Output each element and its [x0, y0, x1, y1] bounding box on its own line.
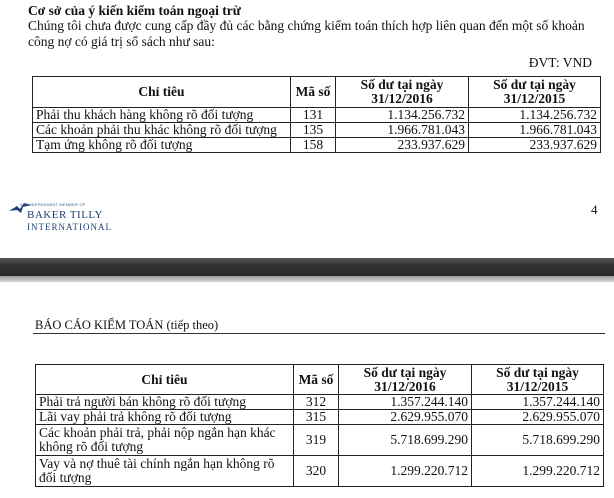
row-balance-2015: 2.629.955.070 [472, 410, 604, 425]
section-heading: Cơ sở của ý kiến kiểm toán ngoại trừ [28, 3, 241, 18]
logo-name: BAKER TILLY [27, 209, 103, 221]
row-code: 320 [294, 456, 339, 487]
row-balance-2016: 1.134.256.732 [336, 108, 469, 123]
row-balance-2016: 1.966.781.043 [336, 123, 469, 138]
header-balance-2015: Số dư tại ngày 31/12/2015 [469, 77, 601, 108]
header-balance-2016: Số dư tại ngày 31/12/2016 [339, 365, 472, 395]
header-code: Mã số [291, 77, 336, 108]
page-divider [0, 258, 614, 276]
header-balance-2015: Số dư tại ngày 31/12/2015 [472, 365, 604, 395]
header-indicator: Chỉ tiêu [36, 365, 294, 395]
row-balance-2016: 1.299.220.712 [339, 456, 472, 487]
row-balance-2015: 1.966.781.043 [469, 123, 601, 138]
row-code: 135 [291, 123, 336, 138]
payables-table [35, 364, 604, 487]
row-indicator: Vay và nợ thuê tài chính ngắn hạn không rõ đối tượng [36, 456, 294, 487]
row-code: 158 [291, 138, 336, 153]
row-balance-2015: 1.299.220.712 [472, 456, 604, 487]
receivables-table [32, 76, 601, 153]
row-balance-2016: 233.937.629 [336, 138, 469, 153]
page-number: 4 [591, 202, 598, 217]
table-row [36, 456, 604, 487]
title-rule [33, 333, 605, 334]
row-indicator: Tạm ứng không rõ đối tượng [33, 138, 291, 153]
row-balance-2015: 5.718.699.290 [472, 425, 604, 456]
header-code: Mã số [294, 365, 339, 395]
row-code: 319 [294, 425, 339, 456]
logo-sub: INTERNATIONAL [27, 222, 112, 232]
row-indicator: Lãi vay phải trả không rõ đối tượng [36, 410, 294, 425]
currency-unit: ĐVT: VND [528, 55, 592, 70]
row-indicator: Các khoản phải thu khác không rõ đối tượng [33, 123, 291, 138]
row-indicator: Phải trả người bán không rõ đối tượng [36, 395, 294, 410]
table-row [36, 395, 604, 410]
row-code: 312 [294, 395, 339, 410]
row-indicator: Phải thu khách hàng không rõ đối tượng [33, 108, 291, 123]
row-balance-2015: 233.937.629 [469, 138, 601, 153]
table-row [36, 410, 604, 425]
logo-tagline: AN INDEPENDENT MEMBER OF [20, 202, 86, 207]
row-balance-2015: 1.134.256.732 [469, 108, 601, 123]
intro-paragraph: Chúng tôi chưa được cung cấp đầy đủ các bằng chứng kiểm toán thích hợp liên quan đến một số khoản công nợ có giá trị sổ sách như sau: [28, 18, 585, 49]
row-code: 315 [294, 410, 339, 425]
row-balance-2016: 2.629.955.070 [339, 410, 472, 425]
header-indicator: Chỉ tiêu [33, 77, 291, 108]
report-title: BÁO CÁO KIỂM TOÁN (tiếp theo) [35, 318, 219, 332]
header-balance-2016: Số dư tại ngày 31/12/2016 [336, 77, 469, 108]
table-row [36, 425, 604, 456]
table-row [33, 138, 601, 153]
row-code: 131 [291, 108, 336, 123]
row-balance-2016: 1.357.244.140 [339, 395, 472, 410]
row-balance-2016: 5.718.699.290 [339, 425, 472, 456]
page-divider-shadow [0, 276, 614, 282]
row-indicator: Các khoản phải trả, phải nộp ngắn hạn khác không rõ đối tượng [36, 425, 294, 456]
table-header-row [33, 77, 601, 108]
table-row [33, 108, 601, 123]
table-row [33, 123, 601, 138]
table-header-row [36, 365, 604, 395]
row-balance-2015: 1.357.244.140 [472, 395, 604, 410]
